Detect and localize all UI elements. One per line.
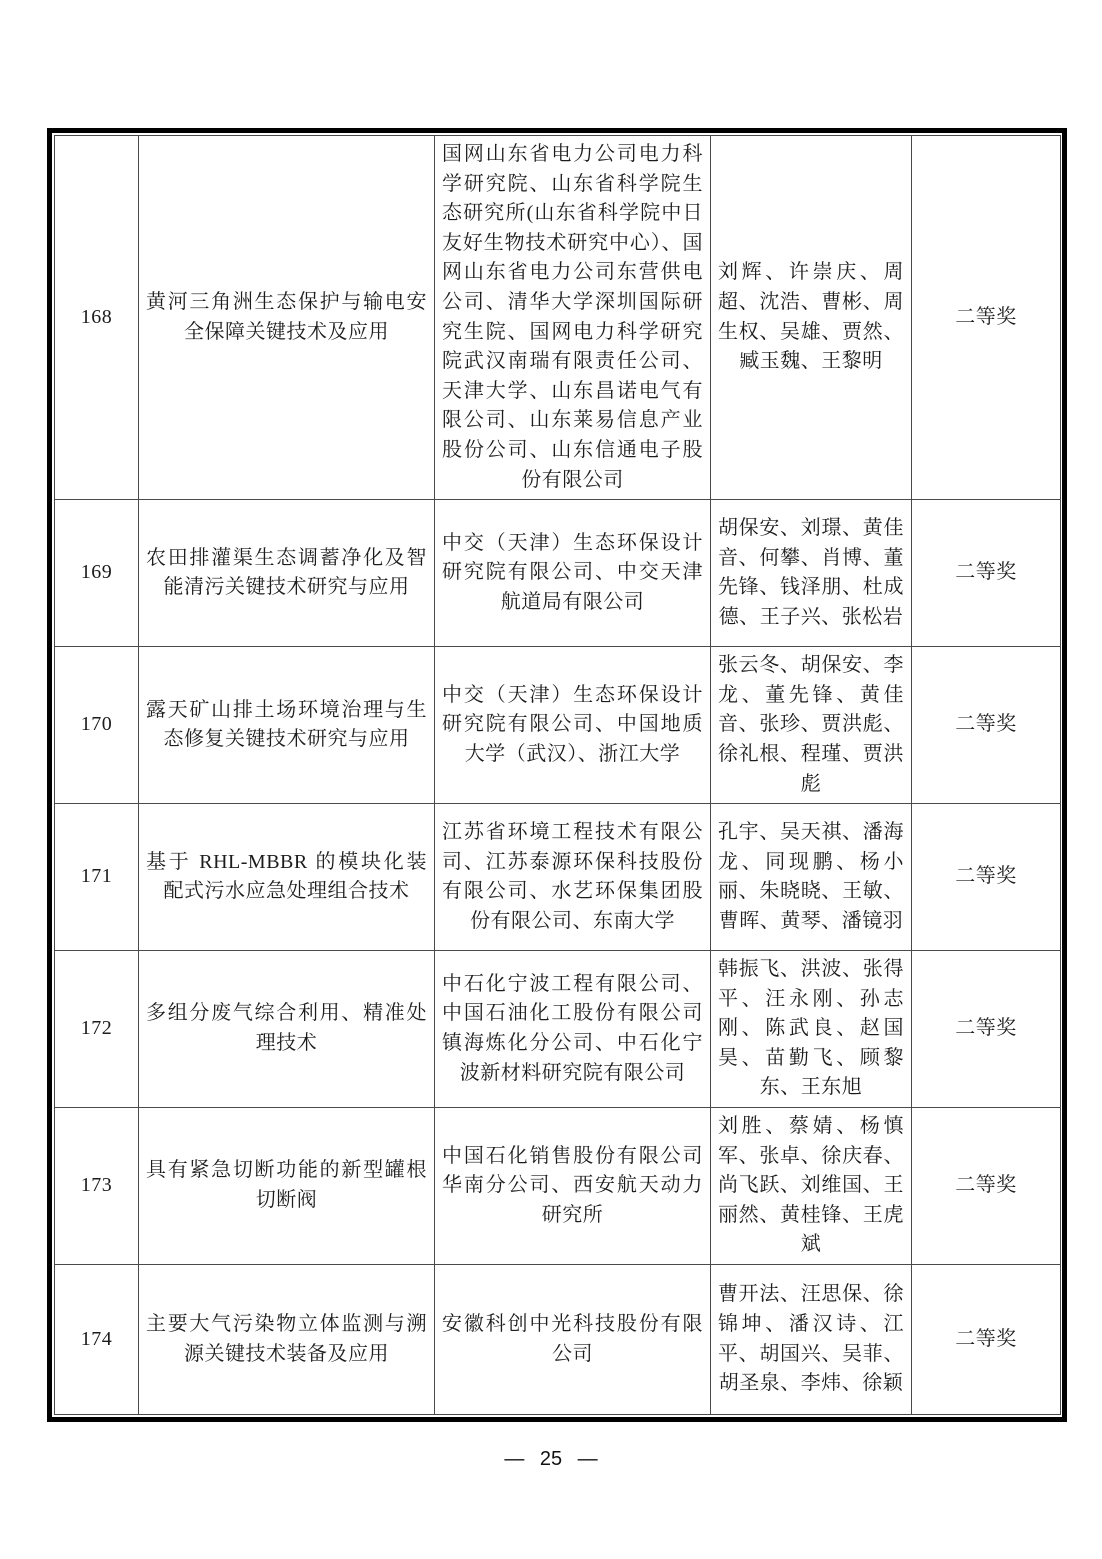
row-number: 173 — [55, 1108, 139, 1265]
awardees: 胡保安、刘璟、黄佳音、何攀、肖博、董先锋、钱泽朋、杜成德、王子兴、张松岩 — [711, 500, 912, 647]
awardees: 刘胜、蔡婧、杨慎军、张卓、徐庆春、尚飞跃、刘维国、王丽然、黄桂锋、王虎斌 — [711, 1108, 912, 1265]
award-level: 二等奖 — [912, 500, 1061, 647]
awardees: 刘辉、许崇庆、周超、沈浩、曹彬、周生权、吴雄、贾然、臧玉魏、王黎明 — [711, 136, 912, 500]
project-name: 农田排灌渠生态调蓄净化及智能清污关键技术研究与应用 — [139, 500, 435, 647]
table-row — [55, 804, 1061, 951]
organizations: 江苏省环境工程技术有限公司、江苏泰源环保科技股份有限公司、水艺环保集团股份有限公司、东南大学 — [435, 804, 711, 951]
row-number: 174 — [55, 1265, 139, 1415]
table-row — [55, 1108, 1061, 1265]
page-number: — 25 — — [504, 1448, 598, 1470]
organizations: 中交（天津）生态环保设计研究院有限公司、中国地质大学（武汉）、浙江大学 — [435, 647, 711, 804]
table-row — [55, 500, 1061, 647]
table-row — [55, 647, 1061, 804]
organizations: 中交（天津）生态环保设计研究院有限公司、中交天津航道局有限公司 — [435, 500, 711, 647]
award-level: 二等奖 — [912, 1108, 1061, 1265]
awardees: 孔宇、吴天祺、潘海龙、同现鹏、杨小丽、朱晓晓、王敏、曹晖、黄琴、潘镜羽 — [711, 804, 912, 951]
organizations: 中石化宁波工程有限公司、中国石油化工股份有限公司镇海炼化分公司、中石化宁波新材料研究院有限公司 — [435, 951, 711, 1108]
row-number: 169 — [55, 500, 139, 647]
project-name: 多组分废气综合利用、精准处理技术 — [139, 951, 435, 1108]
awards-table — [47, 128, 1067, 1422]
row-number: 170 — [55, 647, 139, 804]
project-name: 主要大气污染物立体监测与溯源关键技术装备及应用 — [139, 1265, 435, 1415]
awardees: 曹开法、汪思保、徐锦坤、潘汉诗、江平、胡国兴、吴菲、胡圣泉、李炜、徐颖 — [711, 1265, 912, 1415]
awardees: 张云冬、胡保安、李龙、董先锋、黄佳音、张珍、贾洪彪、徐礼根、程瑾、贾洪彪 — [711, 647, 912, 804]
row-number: 171 — [55, 804, 139, 951]
award-level: 二等奖 — [912, 647, 1061, 804]
table-row — [55, 1265, 1061, 1415]
award-level: 二等奖 — [912, 136, 1061, 500]
row-number: 172 — [55, 951, 139, 1108]
organizations: 国网山东省电力公司电力科学研究院、山东省科学院生态研究所(山东省科学院中日友好生物技术研究中心）、国网山东省电力公司东营供电公司、清华大学深圳国际研究生院、国网电力科学研究院武汉南瑞有限责任公司、天津大学、山东昌诺电气有限公司、山东莱易信息产业股份公司、山东信通电子股份有限公司 — [435, 136, 711, 500]
award-level: 二等奖 — [912, 1265, 1061, 1415]
organizations: 中国石化销售股份有限公司华南分公司、西安航天动力研究所 — [435, 1108, 711, 1265]
row-number: 168 — [55, 136, 139, 500]
project-name: 黄河三角洲生态保护与输电安全保障关键技术及应用 — [139, 136, 435, 500]
organizations: 安徽科创中光科技股份有限公司 — [435, 1265, 711, 1415]
project-name: 基于 RHL-MBBR 的模块化装配式污水应急处理组合技术 — [139, 804, 435, 951]
awards-table-grid — [54, 135, 1061, 1415]
award-level: 二等奖 — [912, 804, 1061, 951]
award-level: 二等奖 — [912, 951, 1061, 1108]
table-row — [55, 951, 1061, 1108]
project-name: 露天矿山排土场环境治理与生态修复关键技术研究与应用 — [139, 647, 435, 804]
table-row — [55, 136, 1061, 500]
awardees: 韩振飞、洪波、张得平、汪永刚、孙志刚、陈武良、赵国昊、苗勤飞、顾黎东、王东旭 — [711, 951, 912, 1108]
project-name: 具有紧急切断功能的新型罐根切断阀 — [139, 1108, 435, 1265]
